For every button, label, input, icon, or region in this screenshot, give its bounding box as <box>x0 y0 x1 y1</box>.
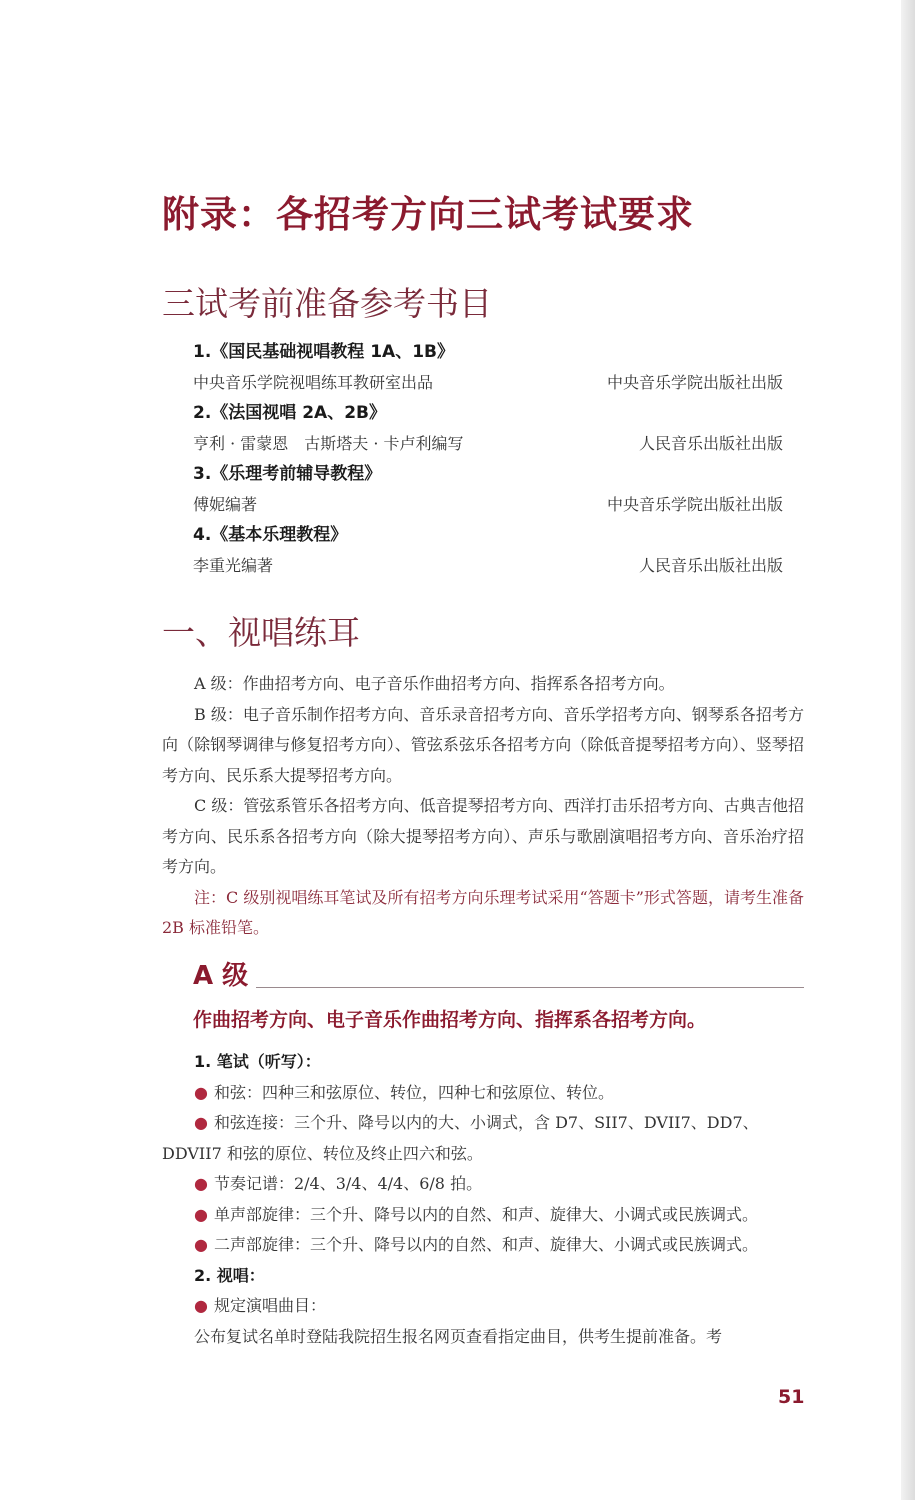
item-text: 2/4、3/4、4/4、6/8 拍。 <box>293 1174 483 1193</box>
item-text: 三个升、降号以内的自然、和声、旋律大、小调式或民族调式。 <box>309 1235 758 1254</box>
section-heading-ear-training: 一、视唱练耳 <box>162 613 360 652</box>
book-author: 亨利 · 雷蒙恩 古斯塔夫 · 卡卢利编写 <box>193 434 464 453</box>
list-item <box>162 1230 804 1261</box>
level-c-text: C 级：管弦系管乐各招考方向、低音提琴招考方向、西洋打击乐招考方向、古典吉他招考方向、民乐系各招考方向（除大提琴招考方向）、声乐与歌剧演唱招考方向、音乐治疗招考方向。 <box>162 796 804 876</box>
item-label: 节奏记谱： <box>213 1174 294 1193</box>
level-b-text: B 级：电子音乐制作招考方向、音乐录音招考方向、音乐学招考方向、钢琴系各招考方向（除钢琴调律与修复招考方向）、管弦系弦乐各招考方向（除低音提琴招考方向）、竖琴招考方向、民乐系大提琴招考方向。 <box>162 704 804 785</box>
written-exam-title: 1. 笔试（听写）： <box>194 1052 321 1071</box>
item-label: 和弦： <box>213 1082 262 1102</box>
book-item-1 <box>193 337 783 398</box>
page-edge <box>901 0 915 1500</box>
a-level-heading: 作曲招考方向、电子音乐作曲招考方向、指挥系各招考方向。 <box>193 1009 707 1031</box>
item-label: 二声部旋律： <box>213 1235 310 1254</box>
bullet-icon: ● <box>194 1235 208 1254</box>
book-title: 1.《国民基础视唱教程 1A、1B》 <box>193 342 454 362</box>
book-title: 4.《基本乐理教程》 <box>193 525 348 545</box>
list-item <box>162 1200 804 1231</box>
a-level-content <box>162 1047 804 1352</box>
book-publisher: 中央音乐学院出版社出版 <box>606 373 783 392</box>
book-publisher: 人民音乐出版社出版 <box>638 556 783 575</box>
page-title: 附录：各招考方向三试考试要求 <box>162 193 694 236</box>
book-publisher: 人民音乐出版社出版 <box>638 434 783 453</box>
book-meta <box>193 550 783 581</box>
page-number: 51 <box>778 1386 805 1408</box>
a-level-header <box>193 956 804 996</box>
book-author: 中央音乐学院视唱练耳教研室出品 <box>193 373 434 392</box>
item-continuation: DDVII7 和弦的原位、转位及终止四六和弦。 <box>162 1143 483 1163</box>
bullet-icon: ● <box>194 1174 208 1193</box>
item-label: 规定演唱曲目： <box>213 1296 326 1315</box>
a-level-label: A 级 <box>193 961 249 991</box>
book-publisher: 中央音乐学院出版社出版 <box>606 495 783 514</box>
book-meta <box>193 428 783 459</box>
books-heading: 三试考前准备参考书目 <box>162 284 492 323</box>
list-item <box>162 1169 804 1200</box>
item-label: 和弦连接： <box>213 1113 294 1132</box>
book-item-3 <box>193 459 783 520</box>
list-item <box>162 1078 804 1109</box>
list-item <box>162 1108 804 1139</box>
exam-note: 注：C 级别视唱练耳笔试及所有招考方向乐理考试采用“答题卡”形式答题，请考生准备 2B 标准铅笔。 <box>162 887 804 937</box>
sight-singing-title: 2. 视唱： <box>194 1265 265 1285</box>
item-text: 四种三和弦原位、转位，四种七和弦原位、转位。 <box>261 1082 614 1102</box>
item-text: 三个升、降号以内的自然、和声、旋律大、小调式或民族调式。 <box>309 1204 758 1224</box>
level-a-text: A 级：作曲招考方向、电子音乐作曲招考方向、指挥系各招考方向。 <box>194 674 675 693</box>
item-text: 三个升、降号以内的大、小调式，含 D7、SII7、DVII7、DD7、 <box>293 1113 759 1132</box>
book-item-2 <box>193 398 783 459</box>
bullet-icon: ● <box>194 1113 208 1132</box>
item-label: 单声部旋律： <box>213 1204 310 1224</box>
list-item <box>162 1291 804 1322</box>
bullet-icon: ● <box>194 1082 208 1102</box>
bullet-icon: ● <box>194 1296 208 1315</box>
book-item-4 <box>193 520 783 581</box>
book-meta <box>193 367 783 398</box>
level-descriptions <box>162 669 804 944</box>
book-title: 2.《法国视唱 2A、2B》 <box>193 403 386 423</box>
divider <box>256 987 804 988</box>
repertoire-text: 公布复试名单时登陆我院招生报名网页查看指定曲目，供考生提前准备。考 <box>194 1326 723 1346</box>
book-list <box>193 337 783 581</box>
book-meta <box>193 489 783 520</box>
book-title: 3.《乐理考前辅导教程》 <box>193 464 382 484</box>
book-author: 李重光编著 <box>193 556 274 575</box>
bullet-icon: ● <box>194 1204 208 1224</box>
book-author: 傅妮编著 <box>193 495 258 514</box>
